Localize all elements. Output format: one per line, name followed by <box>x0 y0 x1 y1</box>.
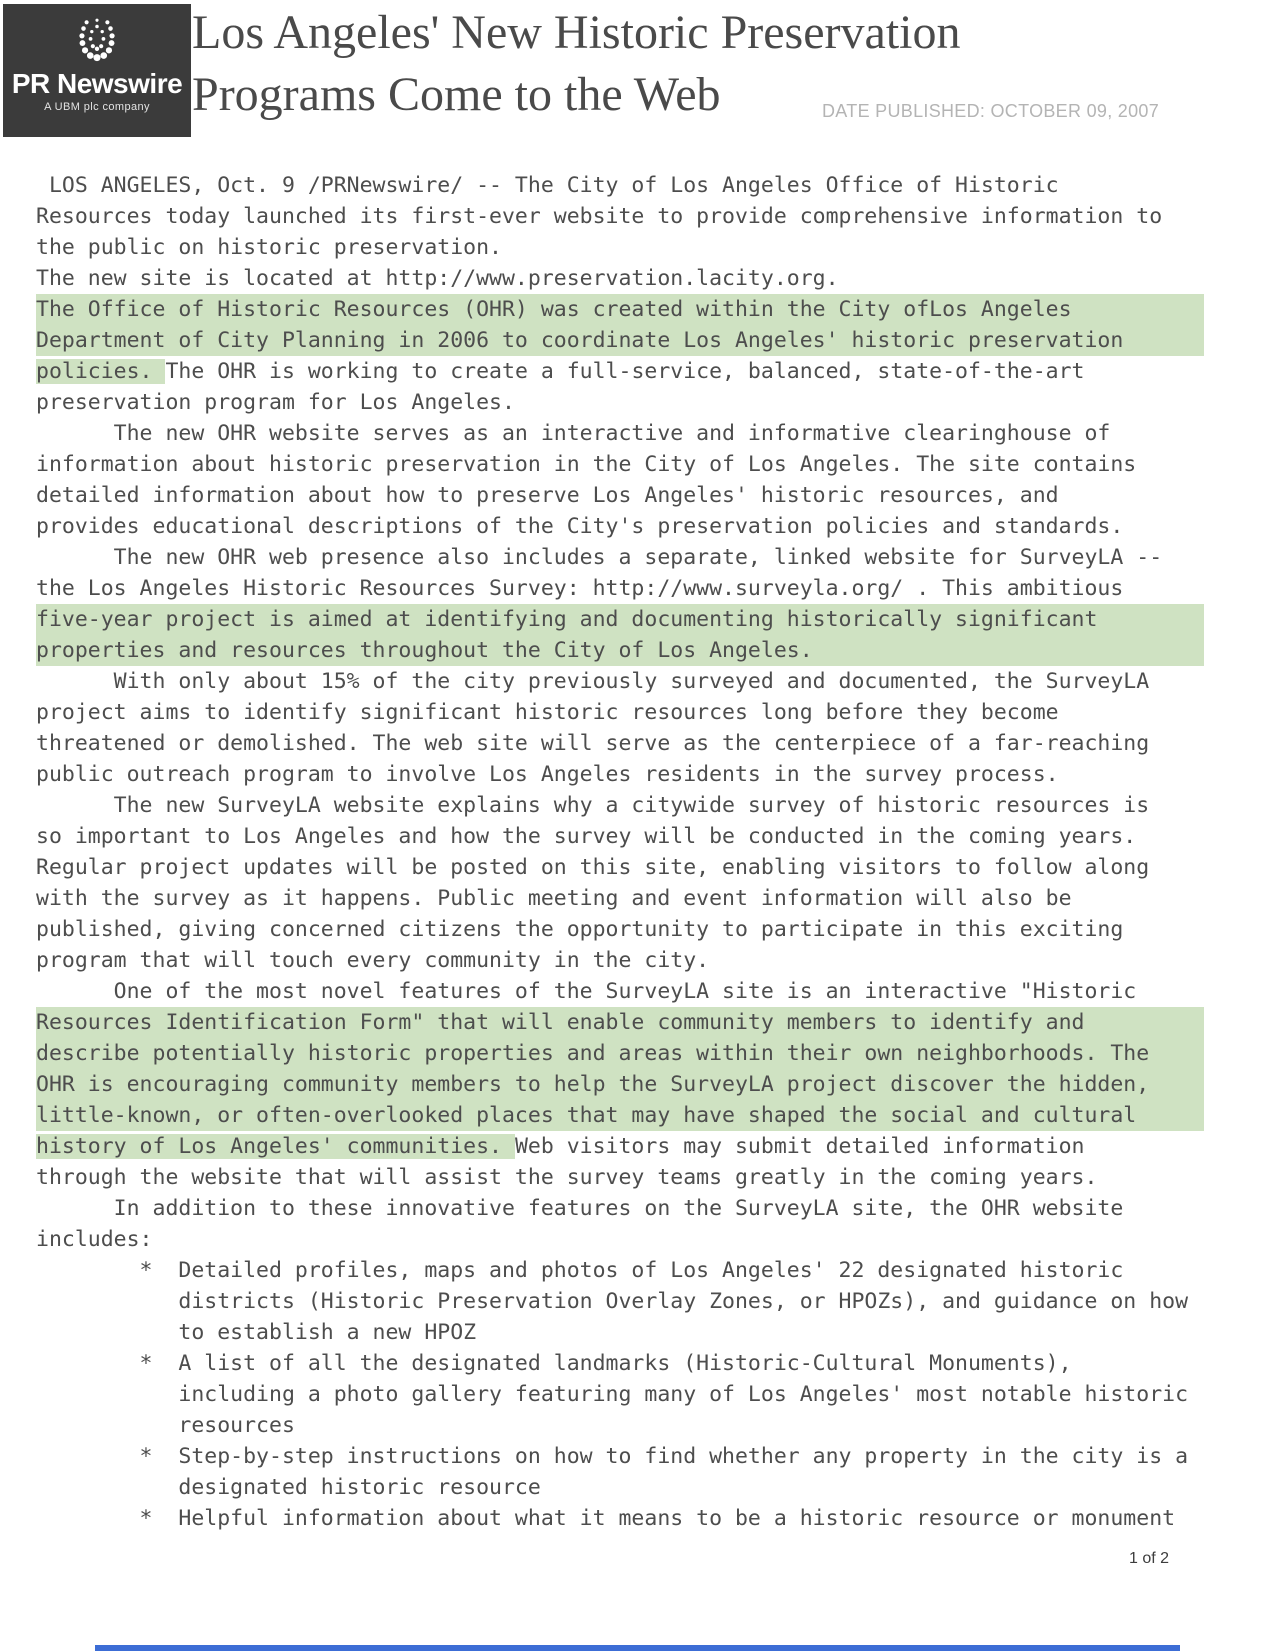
article-line: One of the most novel features of the SurveyLA site is an interactive "Historic <box>36 979 1137 1004</box>
article-line: Regular project updates will be posted on this site, enabling visitors to follow along <box>36 855 1150 880</box>
article-line: five-year project is aimed at identifying and documenting historically significant <box>36 604 1204 635</box>
article-line: Department of City Planning in 2006 to coordinate Los Angeles' historic preservation <box>36 325 1204 356</box>
article-line: preservation program for Los Angeles. <box>36 390 515 415</box>
article-line: The Office of Historic Resources (OHR) was created within the City ofLos Angeles <box>36 294 1204 325</box>
article-line: designated historic resource <box>36 1475 541 1500</box>
article-line: public outreach program to involve Los Angeles residents in the survey process. <box>36 762 1059 787</box>
page-title-line1: Los Angeles' New Historic Preservation <box>192 6 961 59</box>
article-line: provides educational descriptions of the City's preservation policies and standards. <box>36 514 1124 539</box>
article-line: with the survey as it happens. Public meeting and event information will also be <box>36 886 1072 911</box>
article-line: The new OHR web presence also includes a separate, linked website for SurveyLA -- <box>36 545 1163 570</box>
logo-brand-text: PR Newswire <box>11 68 183 99</box>
article-line: * Step-by-step instructions on how to find whether any property in the city is a <box>36 1444 1189 1469</box>
article-line: project aims to identify significant historic resources long before they become <box>36 700 1059 725</box>
article-line: OHR is encouraging community members to help the SurveyLA project discover the hidden, <box>36 1069 1204 1100</box>
page-title-line2: Programs Come to the Web <box>192 68 721 121</box>
article-line: through the website that will assist the survey teams greatly in the coming years. <box>36 1165 1098 1190</box>
article-line: detailed information about how to preserve Los Angeles' historic resources, and <box>36 483 1059 508</box>
article-line: * Detailed profiles, maps and photos of Los Angeles' 22 designated historic <box>36 1258 1124 1283</box>
page-indicator: 1 of 2 <box>1128 1550 1169 1567</box>
article-line: includes: <box>36 1227 153 1252</box>
article-body <box>36 170 1204 1534</box>
article-line: policies. The OHR is working to create a full-service, balanced, state-of-the-art <box>36 359 1085 384</box>
article-line: the Los Angeles Historic Resources Survey: http://www.surveyla.org/ . This ambitious <box>36 576 1124 601</box>
article-line: The new site is located at http://www.preservation.lacity.org. <box>36 266 839 291</box>
article-line: describe potentially historic properties and areas within their own neighborhoods. The <box>36 1038 1204 1069</box>
article-line: threatened or demolished. The web site will serve as the centerpiece of a far-reaching <box>36 731 1150 756</box>
article-line: With only about 15% of the city previously surveyed and documented, the SurveyLA <box>36 669 1150 694</box>
prnewswire-torch-icon <box>64 14 130 68</box>
bottom-divider-bar <box>95 1645 1180 1651</box>
article-line: LOS ANGELES, Oct. 9 /PRNewswire/ -- The City of Los Angeles Office of Historic <box>36 173 1059 198</box>
date-published-label: DATE PUBLISHED: OCTOBER 09, 2007 <box>822 101 1160 121</box>
article-line: published, giving concerned citizens the opportunity to participate in this exciting <box>36 917 1124 942</box>
article-line: program that will touch every community in the city. <box>36 948 710 973</box>
logo-tagline: A UBM plc company <box>44 101 150 113</box>
prnewswire-logo <box>3 4 191 137</box>
article-line: * Helpful information about what it means to be a historic resource or monument <box>36 1506 1176 1531</box>
article-line: In addition to these innovative features on the SurveyLA site, the OHR website <box>36 1196 1124 1221</box>
article-line: The new OHR website serves as an interactive and informative clearinghouse of <box>36 421 1111 446</box>
article-line: to establish a new HPOZ <box>36 1320 477 1345</box>
article-line: properties and resources throughout the City of Los Angeles. <box>36 635 1204 666</box>
article-line: so important to Los Angeles and how the survey will be conducted in the coming years. <box>36 824 1137 849</box>
article-line: resources <box>36 1413 295 1438</box>
article-line: the public on historic preservation. <box>36 235 502 260</box>
article-line: including a photo gallery featuring many of Los Angeles' most notable historic <box>36 1382 1189 1407</box>
article-line: Resources today launched its first-ever website to provide comprehensive information to <box>36 204 1163 229</box>
article-line: districts (Historic Preservation Overlay Zones, or HPOZs), and guidance on how <box>36 1289 1189 1314</box>
article-line: little-known, or often-overlooked places that may have shaped the social and cultural <box>36 1100 1204 1131</box>
article-line: Resources Identification Form" that will enable community members to identify and <box>36 1007 1204 1038</box>
article-line: history of Los Angeles' communities. Web visitors may submit detailed information <box>36 1134 1085 1159</box>
article-line: The new SurveyLA website explains why a citywide survey of historic resources is <box>36 793 1150 818</box>
article-line: information about historic preservation in the City of Los Angeles. The site contains <box>36 452 1137 477</box>
article-line: * A list of all the designated landmarks (Historic-Cultural Monuments), <box>36 1351 1072 1376</box>
highlighted-text: history of Los Angeles' communities. <box>36 1134 515 1159</box>
highlighted-text: policies. <box>36 359 166 384</box>
